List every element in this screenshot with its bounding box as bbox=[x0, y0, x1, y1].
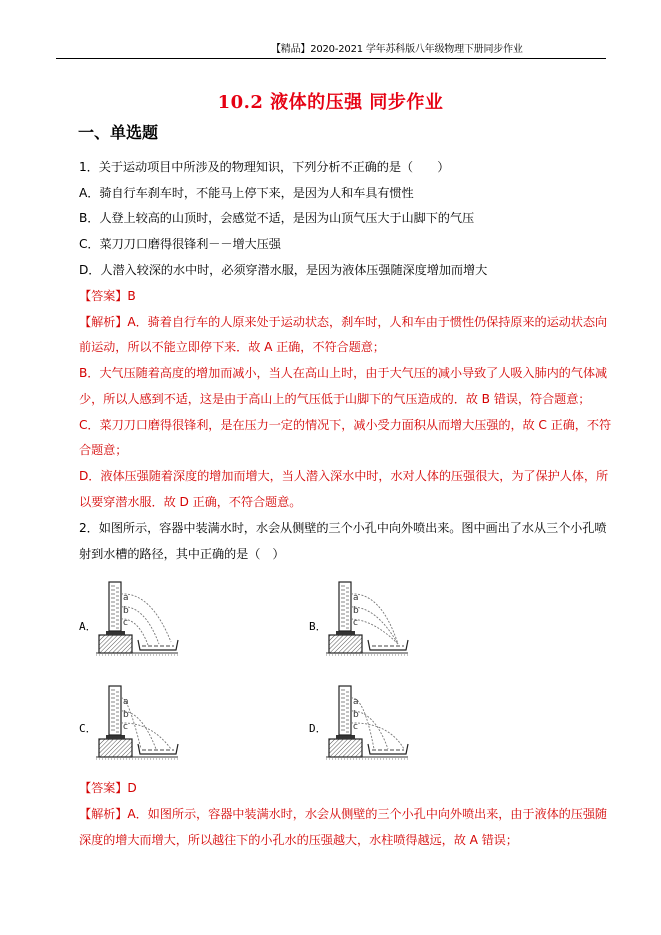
answer-value: D bbox=[127, 781, 137, 795]
answer-tag: 【答案】 bbox=[79, 781, 128, 795]
q1-option-c: C．菜刀刀口磨得很锋利－－增大压强 bbox=[79, 237, 281, 251]
header-divider bbox=[56, 58, 606, 59]
q1-answer bbox=[79, 288, 136, 304]
q1-analysis-line: B．大气压随着高度的增加而减小，当人在高山上时，由于大气压的减小导致了人吸入肺内的气体减 bbox=[79, 366, 608, 380]
base-block bbox=[99, 635, 132, 653]
water-cylinder bbox=[109, 582, 121, 631]
q2-analysis-line bbox=[79, 806, 607, 822]
hole-label-b: b bbox=[353, 710, 359, 720]
hole-label-a: a bbox=[123, 697, 129, 707]
hole-label-c: c bbox=[353, 722, 358, 732]
hole-label-b: b bbox=[353, 606, 359, 616]
q2-stem-line: 2．如图所示，容器中装满水时，水会从侧壁的三个小孔中向外喷出来。图中画出了水从三个小孔喷 bbox=[79, 521, 607, 535]
hole-label-c: c bbox=[123, 722, 128, 732]
q1-option-d: D．人潜入较深的水中时，必须穿潜水服，是因为液体压强随深度增加而增大 bbox=[79, 263, 488, 277]
q1-analysis-line: 合题意； bbox=[79, 443, 128, 457]
header-text: 【精品】2020-2021 学年苏科版八年级物理下册同步作业 bbox=[271, 44, 523, 55]
q1-analysis-line: C．菜刀刀口磨得很锋利，是在压力一定的情况下，减小受力面积从而增大压强的，故 C 正确，不符 bbox=[79, 418, 612, 432]
q1-analysis-line: D．液体压强随着深度的增加而增大，当人潜入深水中时，水对人体的压强很大，为了保护人体，所 bbox=[79, 469, 609, 483]
q2-figure-c bbox=[96, 684, 216, 766]
base-block bbox=[329, 739, 362, 757]
q2-figure-a bbox=[96, 580, 216, 662]
base-block bbox=[329, 635, 362, 653]
q2-option-a-label: A． bbox=[79, 620, 97, 633]
hole-label-a: a bbox=[353, 593, 359, 603]
water-trough bbox=[138, 744, 178, 754]
water-cylinder bbox=[339, 582, 351, 631]
q2-figure-b bbox=[326, 580, 446, 662]
page-title: 10.2 液体的压强 同步作业 bbox=[217, 92, 444, 113]
q1-option-a: A．骑自行车刹车时，不能马上停下来，是因为人和车具有惯性 bbox=[79, 186, 414, 200]
analysis-text: A．如图所示，容器中装满水时，水会从侧壁的三个小孔中向外喷出来，由于液体的压强随 bbox=[127, 807, 608, 821]
base-block bbox=[99, 739, 132, 757]
q2-stem-line: 射到水槽的路径，其中正确的是（ ） bbox=[79, 547, 285, 561]
page-header bbox=[0, 40, 661, 56]
answer-tag: 【答案】 bbox=[79, 289, 128, 303]
water-trough bbox=[368, 640, 408, 650]
answer-value: B bbox=[127, 289, 136, 303]
water-trough bbox=[138, 640, 178, 650]
water-cylinder bbox=[339, 686, 351, 735]
q2-analysis-line: 深度的增大而增大，所以越往下的小孔水的压强越大，水柱喷得越远，故 A 错误； bbox=[79, 833, 518, 847]
q2-option-b-label: B． bbox=[309, 620, 327, 633]
analysis-text: A．骑着自行车的人原来处于运动状态，刹车时，人和车由于惯性仍保持原来的运动状态向 bbox=[127, 315, 608, 329]
q2-answer bbox=[79, 780, 137, 796]
hole-label-a: a bbox=[353, 697, 359, 707]
q1-stem: 1．关于运动项目中所涉及的物理知识，下列分析不正确的是（ ） bbox=[79, 160, 450, 174]
analysis-tag: 【解析】 bbox=[79, 315, 128, 329]
hole-label-b: b bbox=[123, 606, 129, 616]
q2-option-d-label: D． bbox=[309, 722, 327, 735]
q2-option-c-label: C． bbox=[79, 722, 97, 735]
q1-option-b: B．人登上较高的山顶时，会感觉不适，是因为山顶气压大于山脚下的气压 bbox=[79, 211, 475, 225]
q1-analysis-line bbox=[79, 314, 607, 330]
water-cylinder bbox=[109, 686, 121, 735]
q2-figure-d bbox=[326, 684, 446, 766]
q1-analysis-line: 少，所以人感到不适，这是由于高山上的气压低于山脚下的气压造成的．故 B 错误，符合题意； bbox=[79, 392, 591, 406]
section-heading: 一、单选题 bbox=[78, 123, 159, 142]
analysis-tag: 【解析】 bbox=[79, 807, 128, 821]
q1-analysis-line: 前运动，所以不能立即停下来．故 A 正确，不符合题意； bbox=[79, 340, 385, 354]
hole-label-a: a bbox=[123, 593, 129, 603]
hole-label-c: c bbox=[353, 618, 358, 628]
hole-label-c: c bbox=[123, 618, 128, 628]
hole-label-b: b bbox=[123, 710, 129, 720]
q1-analysis-line: 以要穿潜水服．故 D 正确，不符合题意。 bbox=[79, 495, 302, 509]
